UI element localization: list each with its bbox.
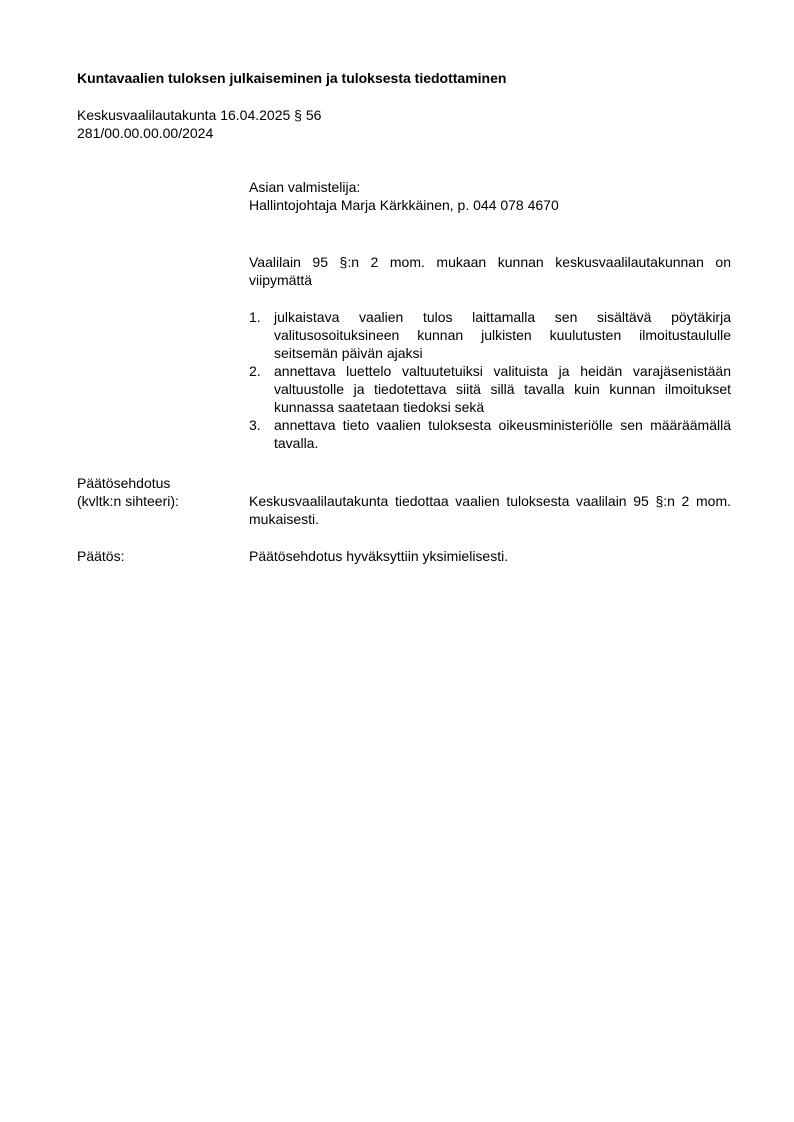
list-item — [249, 362, 731, 416]
list-item — [249, 416, 731, 452]
list-item-number: 1. — [249, 309, 261, 325]
list-item-number: 3. — [249, 417, 261, 433]
list-item-text: julkaistava vaalien tulos laittamalla sen sisältävä pöytäkirja valitusosoituksineen kunnan julkisten kuulutusten ilmoitustaululle seitsemän päivän ajaksi — [274, 309, 731, 361]
preparer-label: Asian valmistelija: — [249, 179, 361, 195]
list-item-text: annettava tieto vaalien tuloksesta oikeusministeriölle sen määräämällä tavalla. — [274, 417, 731, 451]
record-number: 281/00.00.00.00/2024 — [77, 125, 214, 141]
list-item-number: 2. — [249, 363, 261, 379]
proposal-text: Keskusvaalilautakunta tiedottaa vaalien tuloksesta vaalilain 95 §:n 2 mom. mukaisesti. — [249, 493, 731, 527]
decision-label: Päätös: — [77, 548, 125, 564]
list-item-text: annettava luettelo valtuutetuiksi valituista ja heidän varajäsenistään valtuustolle ja tiedotettava siitä sillä tavalla kuin kunnan ilmoitukset kunnassa saatetaan tiedoksi sekä — [274, 363, 731, 415]
intro-paragraph: Vaalilain 95 §:n 2 mom. mukaan kunnan keskusvaalilautakunnan on viipymättä — [249, 254, 731, 288]
proposal-label: Päätösehdotus — [77, 475, 171, 491]
meeting-line: Keskusvaalilautakunta 16.04.2025 § 56 — [77, 107, 322, 123]
proposal-label-secretary: (kvltk:n sihteeri): — [77, 493, 179, 509]
obligations-list — [249, 308, 731, 452]
document-title: Kuntavaalien tuloksen julkaiseminen ja tuloksesta tiedottaminen — [77, 70, 507, 86]
list-item — [249, 308, 731, 362]
decision-text: Päätösehdotus hyväksyttiin yksimielisesti. — [249, 548, 509, 564]
preparer-name: Hallintojohtaja Marja Kärkkäinen, p. 044 078 4670 — [249, 197, 559, 213]
